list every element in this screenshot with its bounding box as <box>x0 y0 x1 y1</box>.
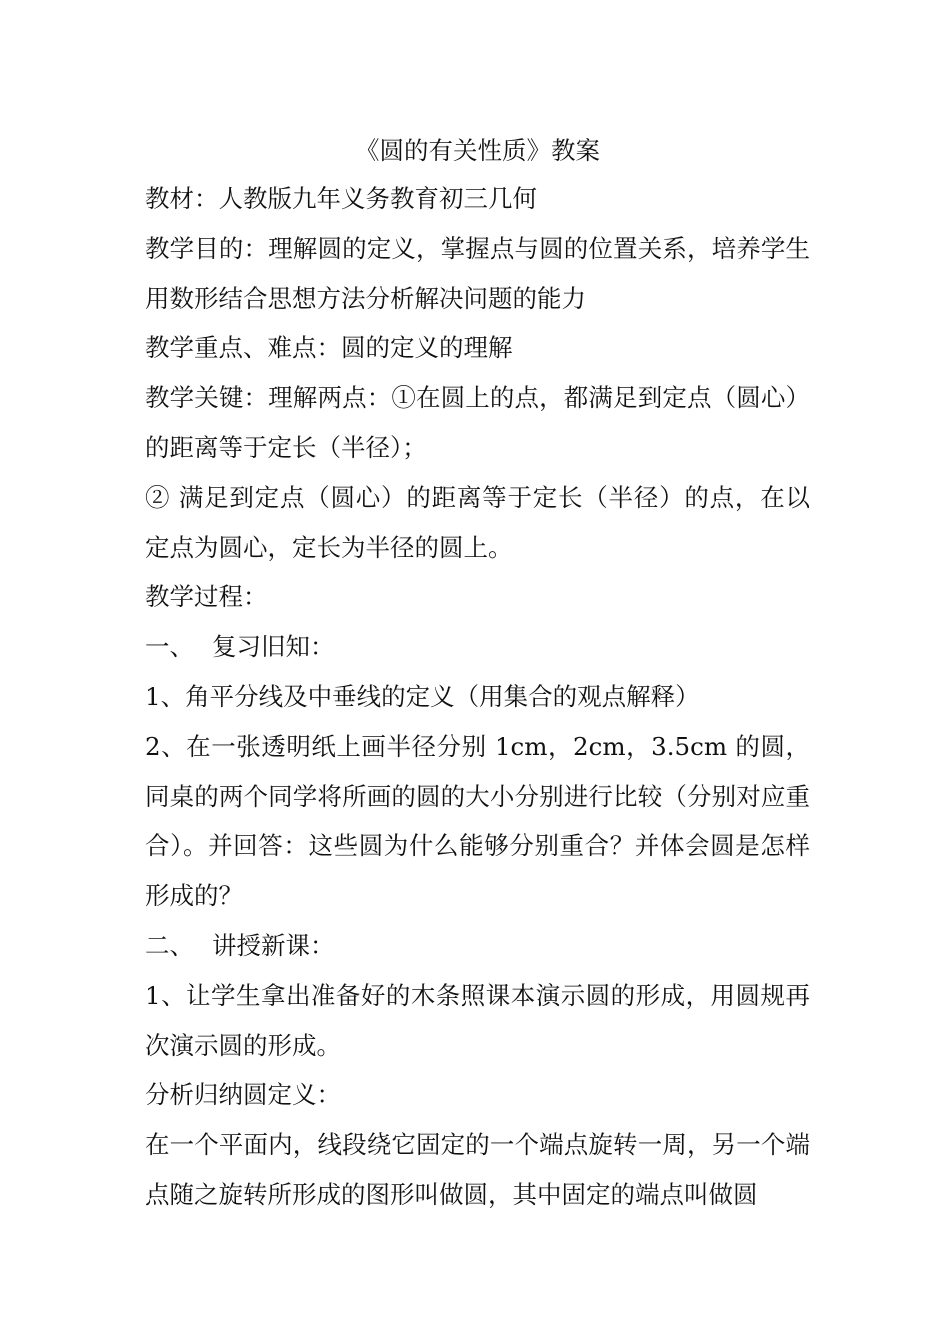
section-heading-review <box>145 622 810 672</box>
textbook-line: 教材：人教版九年义务教育初三几何 <box>145 184 537 213</box>
section-title: 讲授新课： <box>212 930 335 960</box>
document-body <box>145 128 810 1220</box>
section-title: 复习旧知： <box>212 632 335 662</box>
document-title: 《圆的有关性质》教案 <box>355 136 600 165</box>
section-number: 一、 <box>145 632 194 662</box>
key-difficult-line: 教学重点、难点：圆的定义的理解 <box>145 333 513 363</box>
section-number: 二、 <box>145 930 194 960</box>
review-item-2: 2、在一张透明纸上画半径分别 1cm，2cm，3.5cm 的圆，同桌的两个同学将所画的圆的大小分别进行比较（分别对应重合）。并回答：这些圆为什么能够分别重合？并体会圆是怎样形成的？ <box>145 731 810 911</box>
review-item-1: 1、角平分线及中垂线的定义（用集合的观点解释） <box>145 681 700 711</box>
process-label: 教学过程： <box>145 582 268 612</box>
key-point-paragraph: 教学关键：理解两点：①在圆上的点，都满足到定点（圆心）的距离等于定长（半径）； <box>145 383 810 462</box>
definition-paragraph: 在一个平面内，线段绕它固定的一个端点旋转一周，另一个端点随之旋转所形成的图形叫做圆，其中固定的端点叫做圆 <box>145 1130 810 1209</box>
analysis-label: 分析归纳圆定义： <box>145 1080 341 1110</box>
key-point-2-paragraph: ② 满足到定点（圆心）的距离等于定长（半径）的点，在以定点为圆心，定长为半径的圆上。 <box>145 482 810 562</box>
section-heading-new-lesson <box>145 921 810 971</box>
new-lesson-item-1: 1、让学生拿出准备好的木条照课本演示圆的形成，用圆规再次演示圆的形成。 <box>145 980 810 1060</box>
objective-paragraph: 教学目的：理解圆的定义，掌握点与圆的位置关系，培养学生用数形结合思想方法分析解决问题的能力 <box>145 233 810 313</box>
